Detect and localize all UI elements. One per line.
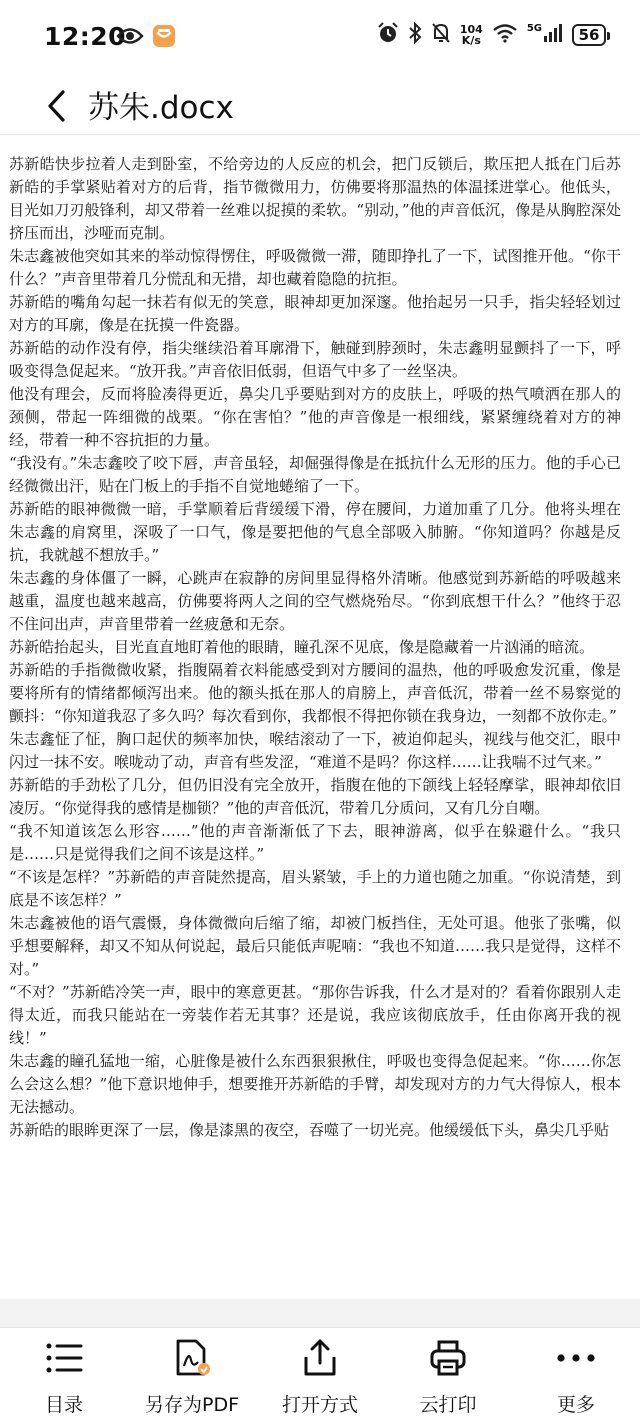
document-page[interactable] [0,134,640,1299]
back-button[interactable] [38,86,74,126]
document-paragraph: 朱志鑫的瞳孔猛地一缩，心脏像是被什么东西狠狠揪住，呼吸也变得急促起来。“你……你怎么会这么想？”他下意识地伸手，想要推开苏新皓的手臂，却发现对方的力气大得惊人，根本无法撼动。 [9,1052,621,1116]
more-icon [556,1338,596,1378]
save-as-pdf-button[interactable] [128,1328,256,1422]
open-with-label: 打开方式 [281,1394,358,1416]
document-title: 苏朱.docx [88,90,234,126]
signal-icon [543,23,563,47]
open-with-button[interactable] [256,1328,384,1422]
toc-label: 目录 [44,1394,83,1416]
document-paragraph: “不对？”苏新皓冷笑一声，眼中的寒意更甚。“那你告诉我，什么才是对的？看着你跟别人走得太近，而我只能站在一旁装作若无其事？还是说，我应该彻底放手，任由你离开我的视线！” [9,983,621,1047]
toc-button[interactable] [0,1328,128,1422]
document-paragraph: 苏新皓的手指微微收紧，指腹隔着衣料能感受到对方腰间的温热，他的呼吸愈发沉重，像是要将所有的情绪都倾泻出来。他的额头抵在那人的肩膀上，声音低沉，带着一丝不易察觉的颤抖：“你知道我忍了多久吗？每次看到你，我都恨不得把你锁在我身边，一刻都不放你走。” [9,661,621,725]
document-content [0,135,640,1142]
document-paragraph: “我不知道该怎么形容……”他的声音渐渐低了下去，眼神游离，似乎在躲避什么。“我只是……只是觉得我们之间不该是这样。” [9,822,621,863]
document-paragraph: “我没有。”朱志鑫咬了咬下唇，声音虽轻，却倔强得像是在抵抗什么无形的压力。他的手心已经微微出汗，贴在门板上的手指不自觉地蜷缩了一下。 [9,454,621,495]
app-notification-icon [152,24,176,52]
document-paragraph: 苏新皓的眼眸更深了一层，像是漆黑的夜空，吞噬了一切光亮。他缓缓低下头，鼻尖几乎贴 [9,1121,610,1139]
document-paragraph: 他没有理会，反而将脸凑得更近，鼻尖几乎要贴到对方的皮肤上，呼吸的热气喷洒在那人的颈侧，带起一阵细微的战栗。“你在害怕？”他的声音像是一根细线，紧紧缠绕着对方的神经，带着一种不容抗拒的力量。 [9,385,621,449]
document-paragraph: 苏新皓的动作没有停，指尖继续沿着耳廓滑下，触碰到脖颈时，朱志鑫明显颤抖了一下，呼吸变得急促起来。“放开我。”声音依旧低弱，但语气中多了一丝坚决。 [9,339,621,380]
eye-icon [116,27,144,49]
document-paragraph: 苏新皓的嘴角勾起一抹若有似无的笑意，眼神却更加深邃。他抬起另一只手，指尖轻轻划过对方的耳廓，像是在抚摸一件瓷器。 [9,293,621,334]
share-icon [302,1338,338,1378]
document-paragraph: 苏新皓的手劲松了几分，但仍旧没有完全放开，指腹在他的下颌线上轻轻摩挲，眼神却依旧凌厉。“你觉得我的感情是枷锁？”他的声音低沉，带着几分质问，又有几分自嘲。 [9,776,621,817]
more-button[interactable] [512,1328,640,1422]
net-speed-value: 104 [459,23,483,36]
status-time: 12:20 [44,22,127,51]
wifi-icon [492,23,518,47]
chevron-left-icon [46,89,66,123]
document-paragraph: 朱志鑫的身体僵了一瞬，心跳声在寂静的房间里显得格外清晰。他感觉到苏新皓的呼吸越来越重，温度也越来越高，仿佛要将两人之间的空气燃烧殆尽。“你到底想干什么？”他终于忍不住问出声，声音里带着一丝疲惫和无奈。 [9,569,621,633]
battery-icon: 56 [572,24,606,46]
document-paragraph: 朱志鑫怔了怔，胸口起伏的频率加快，喉结滚动了一下，被迫仰起头，视线与他交汇，眼中闪过一抹不安。喉咙动了动，声音有些发涩，“难道不是吗？你这样……让我喘不过气来。” [9,730,621,771]
document-paragraph: 朱志鑫被他的语气震慑，身体微微向后缩了缩，却被门板挡住，无处可退。他张了张嘴，似乎想要解释，却又不知从何说起，最后只能低声呢喃：“我也不知道……我只是觉得，这样不对。” [9,914,621,978]
top-app-bar [0,78,640,134]
document-paragraph: “不该是怎样？”苏新皓的声音陡然提高，眉头紧皱，手上的力道也随之加重。“你说清楚，到底是不该怎样？” [9,868,621,909]
network-type: 5G [526,23,542,34]
mute-icon [431,22,451,48]
document-paragraph: 苏新皓快步拉着人走到卧室，不给旁边的人反应的机会，把门反锁后，欺压把人抵在门后苏新皓的手掌紧贴着对方的后背，指节微微用力，仿佛要将那温热的体温揉进掌心。他低头，目光如刀刃般锋利，却又带着一丝难以捉摸的柔软。“别动，”他的声音低沉，像是从胸腔深处挤压而出，沙哑而克制。 [9,155,621,242]
net-speed-unit: K/s [461,34,481,47]
more-label: 更多 [556,1394,595,1416]
bottom-toolbar [0,1327,640,1422]
document-paragraph: 苏新皓抬起头，目光直直地盯着他的眼睛，瞳孔深不见底，像是隐藏着一片汹涌的暗流。 [9,638,595,656]
status-bar [0,0,640,78]
printer-icon [429,1338,467,1378]
save-as-pdf-label: 另存为PDF [144,1394,240,1416]
document-paragraph: 朱志鑫被他突如其来的举动惊得愣住，呼吸微微一滞，随即挣扎了一下，试图推开他。“你干什么？”声音里带着几分慌乱和无措，却也藏着隐隐的抗拒。 [9,247,621,288]
bluetooth-icon [408,22,422,48]
pdf-icon [172,1338,212,1378]
cloud-print-label: 云打印 [419,1394,477,1416]
document-paragraph: 苏新皓的眼神微微一暗，手掌顺着后背缓缓下滑，停在腰间，力道加重了几分。他将头埋在朱志鑫的肩窝里，深吸了一口气，像是要把他的气息全部吸入肺腑。“你知道吗？你越是反抗，我就越不想放手。” [9,500,621,564]
cloud-print-button[interactable] [384,1328,512,1422]
alarm-icon [377,22,399,48]
list-icon [45,1338,83,1378]
